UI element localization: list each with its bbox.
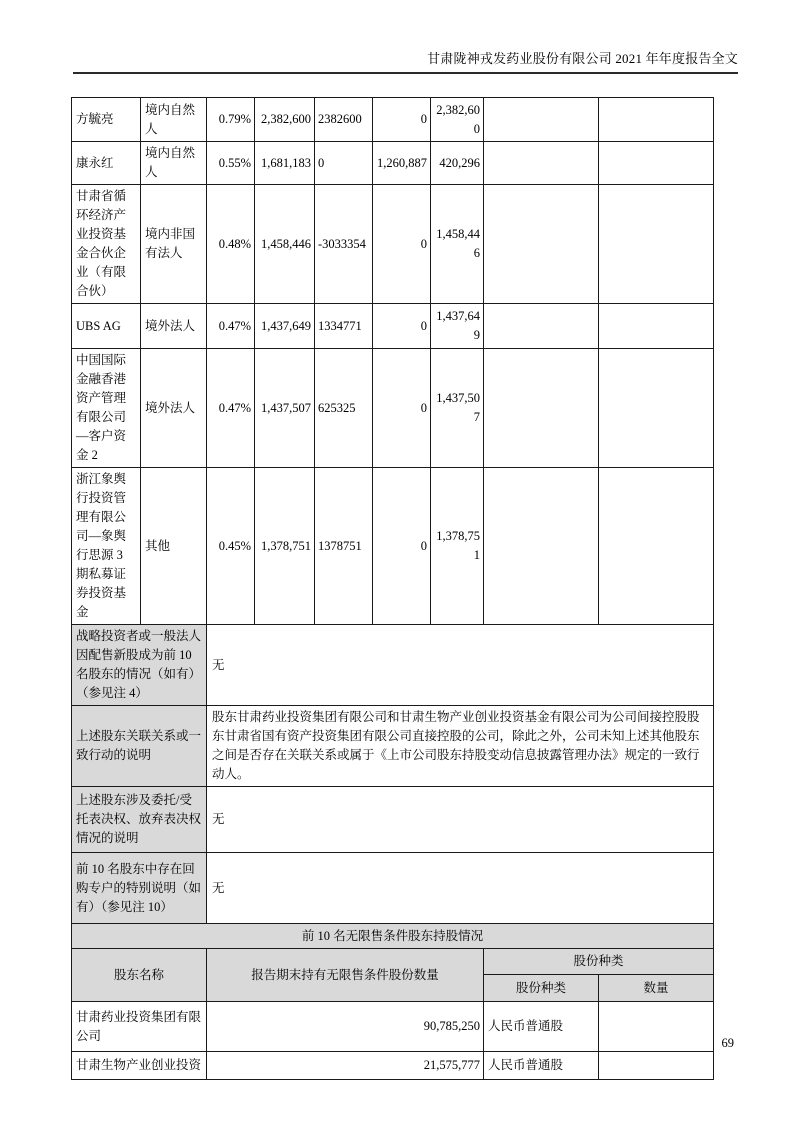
- table-row: [72, 185, 714, 304]
- shareholder-name: 甘肃省循环经济产业投资基金合伙企业（有限合伙）: [72, 185, 141, 304]
- table-row: [72, 142, 714, 185]
- pledge-status: [484, 468, 599, 625]
- period-change: 2382600: [315, 98, 373, 142]
- holder-name: 甘肃生物产业创业投资: [72, 1052, 207, 1080]
- table-row: [72, 349, 714, 468]
- shareholder-type: 其他: [141, 468, 207, 625]
- holding-percent: 0.47%: [207, 349, 255, 468]
- shareholders-table: [71, 97, 714, 1080]
- qty-end-of-period: 2,382,600: [255, 98, 315, 142]
- shareholder-type: 境内自然人: [141, 142, 207, 185]
- unrestricted-shares: 1,437,507: [431, 349, 484, 468]
- note-row: [72, 625, 714, 706]
- restricted-shares: 0: [373, 349, 431, 468]
- pledge-qty: [599, 349, 714, 468]
- pledge-qty: [599, 304, 714, 349]
- shareholder-name: 中国国际金融香港资产管理有限公司—客户资金 2: [72, 349, 141, 468]
- pledge-status: [484, 185, 599, 304]
- restricted-shares: 0: [373, 185, 431, 304]
- shareholder-type: 境外法人: [141, 304, 207, 349]
- qty-end-of-period: 1,437,649: [255, 304, 315, 349]
- qty-end-of-period: 1,458,446: [255, 185, 315, 304]
- page-number: 69: [721, 1036, 734, 1050]
- period-change: 1378751: [315, 468, 373, 625]
- note-row: [72, 787, 714, 853]
- note-value: 无: [207, 787, 714, 853]
- note-value: 无: [207, 625, 714, 706]
- restricted-shares: 0: [373, 98, 431, 142]
- col-header-unrestricted-qty: 报告期末持有无限售条件股份数量: [207, 949, 484, 1002]
- unrestricted-shares: 1,378,751: [431, 468, 484, 625]
- shareholder-type: 境内非国有法人: [141, 185, 207, 304]
- pledge-qty: [599, 142, 714, 185]
- period-change: 625325: [315, 349, 373, 468]
- note-row: [72, 853, 714, 924]
- shareholder-type: 境外法人: [141, 349, 207, 468]
- holding-percent: 0.79%: [207, 98, 255, 142]
- note-value: 股东甘肃药业投资集团有限公司和甘肃生物产业创业投资基金有限公司为公司间接控股股东甘肃省国有资产投资集团有限公司直接控股的公司，除此之外，公司未知上述其他股东之间是否存在关联关系或属于《上市公司股东持股变动信息披露管理办法》规定的一致行动人。: [207, 706, 714, 787]
- pledge-status: [484, 98, 599, 142]
- pledge-status: [484, 142, 599, 185]
- note-row: [72, 706, 714, 787]
- period-change: 0: [315, 142, 373, 185]
- pledge-qty: [599, 468, 714, 625]
- table-row: [72, 304, 714, 349]
- pledge-qty: [599, 98, 714, 142]
- shareholder-name: 方毓亮: [72, 98, 141, 142]
- holder-amount: [599, 1052, 714, 1080]
- note-label: 上述股东关联关系或一致行动的说明: [72, 706, 207, 787]
- note-label: 战略投资者或一般法人因配售新股成为前 10 名股东的情况（如有）（参见注 4）: [72, 625, 207, 706]
- qty-end-of-period: 1,378,751: [255, 468, 315, 625]
- holder-share-class: 人民币普通股: [484, 1052, 599, 1080]
- pledge-qty: [599, 185, 714, 304]
- unrestricted-shares: 420,296: [431, 142, 484, 185]
- table-row: [72, 98, 714, 142]
- table-row: [72, 1052, 714, 1080]
- holder-qty: 21,575,777: [207, 1052, 484, 1080]
- restricted-shares: 1,260,887: [373, 142, 431, 185]
- restricted-shares: 0: [373, 468, 431, 625]
- section-title: 前 10 名无限售条件股东持股情况: [72, 924, 714, 949]
- page-header-title: 甘肃陇神戎发药业股份有限公司 2021 年年度报告全文: [73, 50, 738, 74]
- shareholder-name: 浙江象舆行投资管理有限公司—象舆行思源 3 期私募证券投资基金: [72, 468, 141, 625]
- note-label: 前 10 名股东中存在回购专户的特别说明（如有）（参见注 10）: [72, 853, 207, 924]
- col-header-amount: 数量: [599, 975, 714, 1002]
- pledge-status: [484, 304, 599, 349]
- unrestricted-shares: 2,382,600: [431, 98, 484, 142]
- unrestricted-shares: 1,437,649: [431, 304, 484, 349]
- holding-percent: 0.48%: [207, 185, 255, 304]
- period-change: -3033354: [315, 185, 373, 304]
- pledge-status: [484, 349, 599, 468]
- holding-percent: 0.45%: [207, 468, 255, 625]
- section-title-row: [72, 924, 714, 949]
- qty-end-of-period: 1,681,183: [255, 142, 315, 185]
- shareholder-name: UBS AG: [72, 304, 141, 349]
- col-header-share-class-group: 股份种类: [484, 949, 714, 975]
- table-row: [72, 1002, 714, 1052]
- holder-qty: 90,785,250: [207, 1002, 484, 1052]
- holding-percent: 0.47%: [207, 304, 255, 349]
- table-row: [72, 468, 714, 625]
- col-header-shareholder-name: 股东名称: [72, 949, 207, 1002]
- header-row: [72, 949, 714, 975]
- qty-end-of-period: 1,437,507: [255, 349, 315, 468]
- note-value: 无: [207, 853, 714, 924]
- holder-amount: [599, 1002, 714, 1052]
- shareholder-type: 境内自然人: [141, 98, 207, 142]
- col-header-share-class: 股份种类: [484, 975, 599, 1002]
- unrestricted-shares: 1,458,446: [431, 185, 484, 304]
- holder-name: 甘肃药业投资集团有限公司: [72, 1002, 207, 1052]
- note-label: 上述股东涉及委托/受托表决权、放弃表决权情况的说明: [72, 787, 207, 853]
- period-change: 1334771: [315, 304, 373, 349]
- holder-share-class: 人民币普通股: [484, 1002, 599, 1052]
- restricted-shares: 0: [373, 304, 431, 349]
- holding-percent: 0.55%: [207, 142, 255, 185]
- shareholder-name: 康永红: [72, 142, 141, 185]
